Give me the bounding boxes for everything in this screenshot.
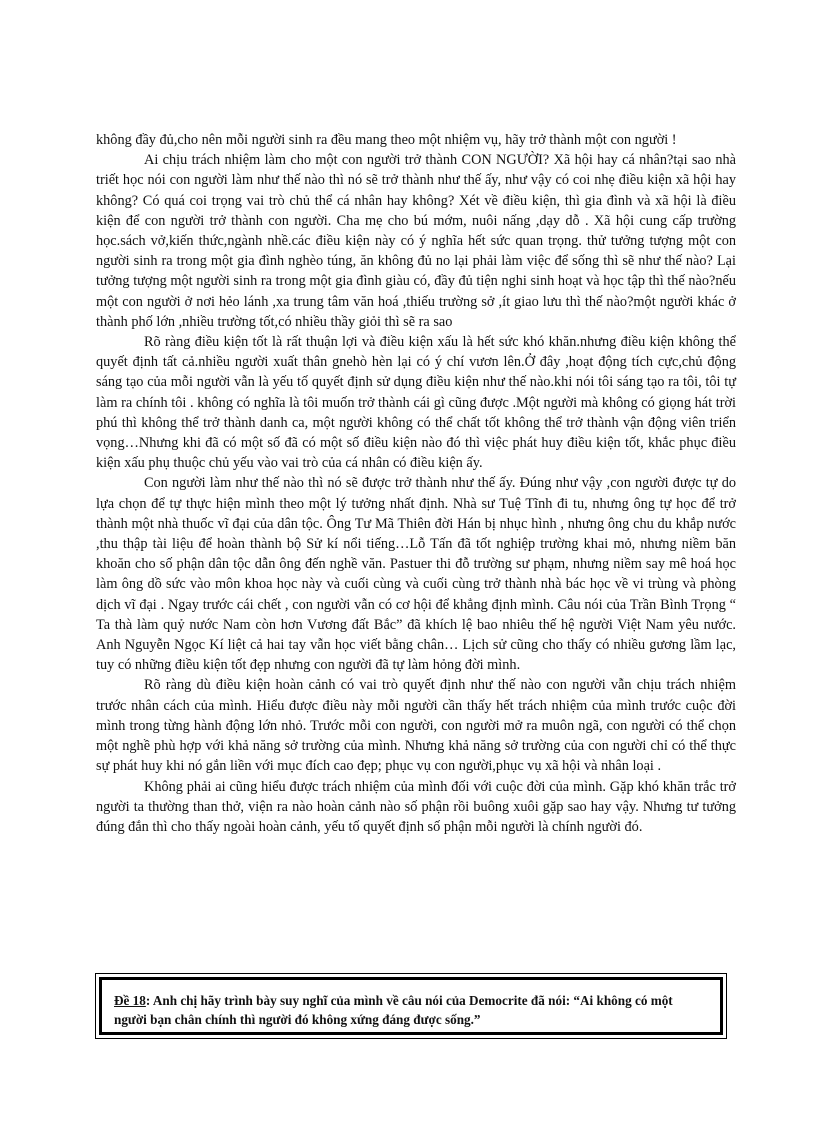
task-label: Đề 18 (114, 993, 146, 1008)
paragraph-1: không đầy đủ,cho nên mỗi người sinh ra đều mang theo một nhiệm vụ, hãy trở thành một con người ! (96, 132, 677, 148)
paragraph-6: Không phải ai cũng hiểu được trách nhiệm của mình đối với cuộc đời của mình. Gặp khó khăn trắc trở người ta thường than thở, viện ra nào hoàn cảnh nào số phận rồi buông xuôi gặp sao hay vậy. Nhưng tư tưởng đúng đắn thì cho thấy ngoài hoàn cảnh, yếu tố quyết định số phận mỗi người là chính người đó. (96, 778, 736, 835)
paragraph-5: Rõ ràng dù điều kiện hoàn cảnh có vai trò quyết định như thế nào con người vẫn chịu trách nhiệm trước nhân cách của mình. Hiểu được điều này mỗi người cần thấy hết trách nhiệm của mình trước cuộc đời mình trong từng hành động lớn nhỏ. Trước mỗi con người, con người mở ra muôn ngã, con người có thể chọn một nghề phù hợp với khả năng sở trường của mình. Nhưng khả năng sở trường của con người chỉ có thể thực sự phát huy khi nó gắn liền với mục đích cao đẹp; phục vụ con người,phục vụ xã hội và nhân loại . (96, 677, 736, 775)
paragraph-3: Rõ ràng điều kiện tốt là rất thuận lợi và điều kiện xấu là hết sức khó khăn.nhưng điều kiện không thể quyết định tất cả.nhiều người xuất thân gnehò hèn lại có ý chí vươn lên.Ở đây ,hoạt động tích cực,chủ động sáng tạo của mỗi người vẫn là yếu tố quyết định sử dụng điều kiện như thế nào.khi nói tôi sáng tạo ra tôi, tôi tự làm ra chính tôi . không có nghĩa là tôi muốn trở thành cái gì cũng được .Một người mà không có giọng hát trời phú thì không thể trở thành danh ca, một người không có thể chất tốt không thể trở thành vận động viên triển vọng…Nhưng khi đã có một số đã có một số điều kiện nào đó thì việc phát huy điều kiện tốt, khắc phục điều kiện xấu phụ thuộc chủ yếu vào vai trò của cá nhân có điều kiện ấy. (96, 334, 736, 472)
paragraph-4: Con người làm như thế nào thì nó sẽ được trở thành như thế ấy. Đúng như vậy ,con người được tự do lựa chọn để tự thực hiện mình theo một lý tưởng nhất định. Nhà sư Tuệ Tĩnh đi tu, nhưng ông tự học để trở thành một nhà thuốc vĩ đại của dân tộc. Ông Tư Mã Thiên đời Hán bị nhục hình , nhưng ông chu du khắp nước ,thu thập tài liệu để hoàn thành bộ Sử kí nổi tiếng…Lỗ Tấn đã tốt nghiệp trường khai mỏ, nhưng niềm băn khoăn cho số phận dân tộc dẫn ông đến nghề văn. Pastuer thi đỗ trường sư phạm, nhưng niềm say mê hoá học làm ông dồ sức vào môn khoa học này và cuối cùng và cuối cùng trở thành nhà bác học về vi trùng và phòng dịch vĩ đại . Ngay trước cái chết , con người vẫn có cơ hội để khẳng định mình. Câu nói của Trần Bình Trọng “ Ta thà làm quỷ nước Nam còn hơn Vương đất Bắc” đã khích lệ bao nhiêu thế hệ người Việt Nam yêu nước. Anh Nguyễn Ngọc Kí liệt cả hai tay vẫn học viết bằng chân… Lịch sử cũng cho thấy có nhiều gương lầm lạc, tuy có những điều kiện tốt đẹp nhưng con người đã tự làm hỏng đời mình. (96, 475, 736, 674)
essay-body (96, 130, 736, 837)
paragraph-2: Ai chịu trách nhiệm làm cho một con người trở thành CON NGƯỜI? Xã hội hay cá nhân?tại sao nhà triết học nói con người làm như thế nào thì nó sẽ trở thành như thế ấy, như vậy có coi nhẹ điều kiện xã hội hay không? Có quá coi trọng vai trò chủ thể cá nhân hay không? Xét về điều kiện, thì gia đình và xã hội là điều kiện để con người trở thành con người. Cha mẹ cho bú mớm, nuôi nấng ,dạy dỗ . Xã hội cung cấp trường học.sách vở,kiến thức,ngành nhề.các điều kiện này có ý nghĩa hết sức quan trọng. thử tưởng tượng một con người sinh ra trong một gia đình nghèo túng, ăn không đủ no lại phải làm việc để sống thì sẽ như thế nào? Lại tưởng tượng một người sinh ra trong một gia đình giàu có, đầy đủ tiện nghi sinh hoạt và học tập thì thế nào?nếu một con người ở nơi hẻo lánh ,xa trung tâm văn hoá ,thiếu trường sở ,ít giao lưu thì thế nào?một người khác ở thành phố lớn ,nhiều trường tốt,có nhiều thầy giỏi thì sẽ ra sao (96, 152, 736, 330)
task-text: : Anh chị hãy trình bày suy nghĩ của mình về câu nói của Democrite đã nói: “Ai không có một người bạn chân chính thì người đó không xứng đáng được sống.” (114, 993, 673, 1027)
task-box (95, 973, 727, 1039)
task-box-inner (99, 977, 723, 1035)
